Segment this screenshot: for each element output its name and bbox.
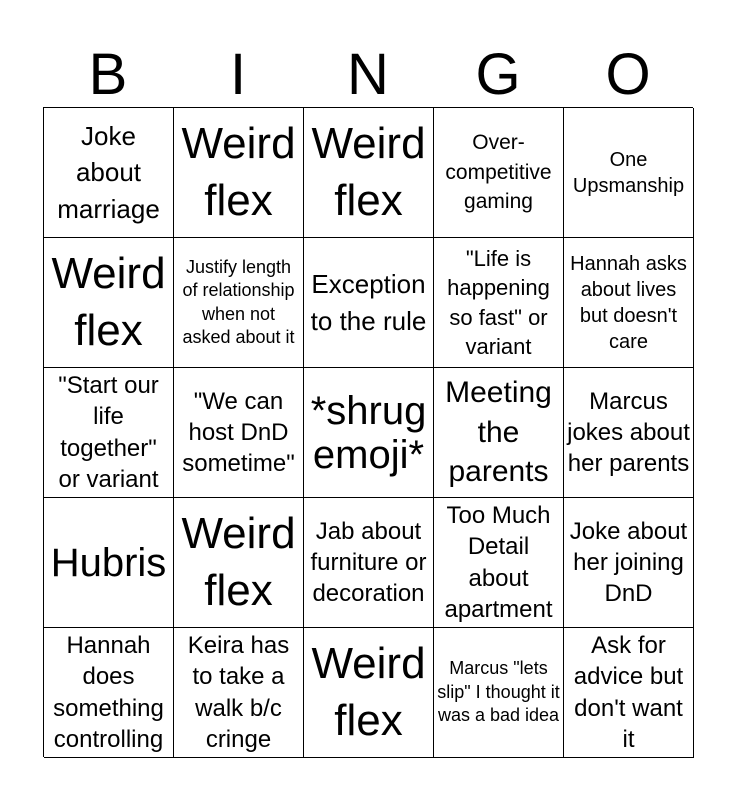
cell-text: Over-competitive gaming bbox=[445, 131, 552, 214]
bingo-cell-r2c3[interactable] bbox=[304, 238, 434, 368]
cell-text: Weird flex bbox=[311, 639, 426, 745]
cell-text: *shrug emoji* bbox=[310, 388, 427, 477]
cell-text: "Life is happening so fast" or variant bbox=[447, 246, 550, 359]
bingo-cell-r3c3[interactable] bbox=[304, 368, 434, 498]
bingo-cell-r4c4[interactable] bbox=[434, 498, 564, 628]
cell-text: Too Much Detail about apartment bbox=[444, 502, 553, 623]
header-letter-n: N bbox=[347, 42, 389, 107]
bingo-cell-r2c2[interactable] bbox=[174, 238, 304, 368]
cell-text: Marcus jokes about her parents bbox=[567, 387, 690, 478]
cell-text: Joke about her joining DnD bbox=[569, 517, 688, 608]
bingo-cell-r2c1[interactable] bbox=[44, 238, 174, 368]
cell-text: Exception to the rule bbox=[310, 269, 427, 336]
bingo-cell-r1c2[interactable] bbox=[174, 108, 304, 238]
cell-text: Marcus "lets slip" I thought it was a bad idea bbox=[437, 658, 560, 726]
bingo-cell-r3c4[interactable] bbox=[434, 368, 564, 498]
header-letter-g: G bbox=[475, 42, 521, 107]
bingo-header bbox=[43, 44, 693, 106]
cell-text: Hubris bbox=[50, 540, 167, 585]
cell-text: Weird flex bbox=[181, 509, 296, 615]
bingo-cell-r5c3[interactable] bbox=[304, 628, 434, 758]
cell-text: Jab about furniture or decoration bbox=[310, 517, 427, 608]
cell-text: Ask for advice but don't want it bbox=[573, 632, 684, 753]
header-letter-i: I bbox=[229, 42, 247, 107]
header-letter-o: O bbox=[605, 42, 651, 107]
cell-text: Weird flex bbox=[311, 119, 426, 225]
cell-text: Weird flex bbox=[181, 119, 296, 225]
bingo-cell-r1c4[interactable] bbox=[434, 108, 564, 238]
cell-text: Hannah asks about lives but doesn't care bbox=[570, 252, 687, 353]
bingo-cell-r5c2[interactable] bbox=[174, 628, 304, 758]
bingo-cell-r5c4[interactable] bbox=[434, 628, 564, 758]
cell-text: Hannah does something controlling bbox=[53, 632, 164, 753]
bingo-board bbox=[43, 107, 693, 757]
bingo-cell-r4c2[interactable] bbox=[174, 498, 304, 628]
cell-text: Justify length of relationship when not asked about it bbox=[182, 256, 295, 347]
cell-text: "Start our life together" or variant bbox=[58, 372, 159, 493]
bingo-cell-r2c5[interactable] bbox=[564, 238, 694, 368]
bingo-cell-r4c1[interactable] bbox=[44, 498, 174, 628]
bingo-cell-r5c1[interactable] bbox=[44, 628, 174, 758]
cell-text: One Upsmanship bbox=[572, 148, 685, 197]
cell-text: Meeting the parents bbox=[445, 375, 552, 489]
bingo-cell-r4c5[interactable] bbox=[564, 498, 694, 628]
bingo-cell-r4c3[interactable] bbox=[304, 498, 434, 628]
bingo-cell-r3c1[interactable] bbox=[44, 368, 174, 498]
bingo-cell-r5c5[interactable] bbox=[564, 628, 694, 758]
bingo-cell-r3c5[interactable] bbox=[564, 368, 694, 498]
header-letter-b: B bbox=[88, 42, 128, 107]
bingo-cell-r1c5[interactable] bbox=[564, 108, 694, 238]
bingo-cell-r1c3[interactable] bbox=[304, 108, 434, 238]
cell-text: Keira has to take a walk b/c cringe bbox=[187, 632, 290, 753]
cell-text: Weird flex bbox=[51, 249, 166, 355]
cell-text: Joke about marriage bbox=[57, 120, 160, 224]
bingo-cell-r1c1[interactable] bbox=[44, 108, 174, 238]
bingo-cell-r3c2[interactable] bbox=[174, 368, 304, 498]
cell-text: "We can host DnD sometime" bbox=[182, 387, 295, 478]
bingo-cell-r2c4[interactable] bbox=[434, 238, 564, 368]
